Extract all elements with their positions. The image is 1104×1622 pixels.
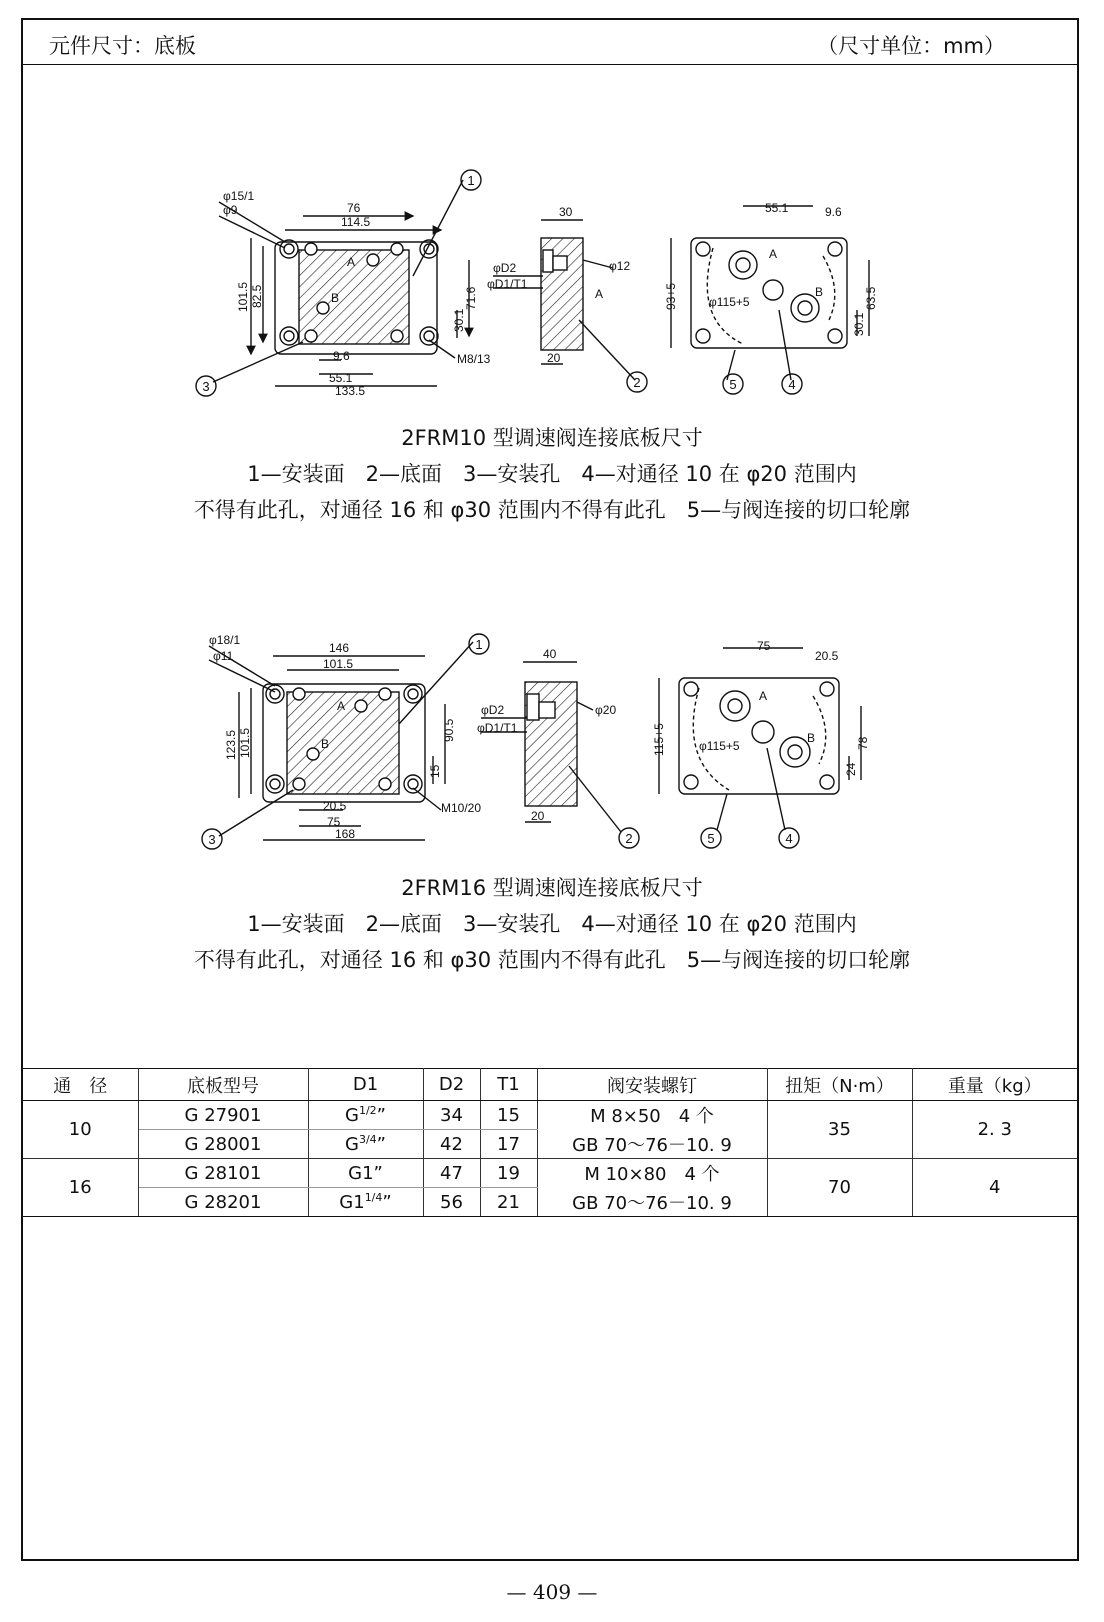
fig2-caption-title: 2FRM16 型调速阀连接底板尺寸 (401, 876, 703, 900)
cell-torque: 35 (767, 1101, 912, 1159)
cell-diameter: 16 (23, 1159, 138, 1217)
cell-weight: 2. 3 (912, 1101, 1077, 1159)
fig2-side-w: 40 (543, 647, 557, 661)
spec-table (23, 1068, 1077, 1217)
fig1-side-phi: φ12 (609, 259, 631, 273)
fig1-bot-b: 55.1 (329, 371, 353, 385)
fig1-port-b: B (331, 291, 340, 305)
fig1-callout-5: 5 (729, 377, 737, 392)
fig2-h-inner: 101.5 (238, 727, 252, 758)
col-model: 底板型号 (138, 1069, 308, 1101)
cell-model: G 28001 (138, 1130, 308, 1159)
fig1-callout-3: 3 (202, 379, 210, 394)
cell-screw: GB 70～76－10. 9 (537, 1130, 767, 1159)
fig1-w-inner: 76 (347, 201, 361, 215)
fig2-callout-5: 5 (707, 831, 715, 846)
fig2-bot-b: 75 (327, 815, 341, 829)
col-torque: 扭矩（N·m） (767, 1069, 912, 1101)
fig2-callout-4: 4 (785, 831, 793, 846)
fig1-right-dia: φ115+5 (709, 295, 750, 309)
fig1-bot-a: 9.6 (333, 349, 350, 363)
cell-d1: G1” (308, 1159, 423, 1188)
fig2-h-outer: 123.5 (224, 729, 238, 760)
fig2-right-r: 78 (856, 736, 870, 750)
fig1-port-a: A (347, 255, 356, 269)
page-frame (21, 18, 1079, 1561)
fig1-side-d1: φD1/T1 (487, 277, 528, 291)
col-t1: T1 (480, 1069, 537, 1101)
fig1-caption-title: 2FRM10 型调速阀连接底板尺寸 (401, 426, 703, 450)
fig1-thread: M8/13 (457, 352, 491, 366)
fig2-section-view (481, 662, 621, 832)
fig1-w-outer: 114.5 (341, 215, 371, 229)
fig1-caption-line1: 1—安装面 2—底面 3—安装孔 4—对通径 10 在 φ20 范围内 (247, 462, 857, 486)
cell-torque: 70 (767, 1159, 912, 1217)
fig1-right-pa: A (769, 247, 778, 261)
fig1-phi-inner: φ9 (223, 203, 238, 217)
fig1-right-h: 93+5 (664, 282, 678, 310)
fig1-top-view (671, 206, 869, 380)
fig1-callout-4: 4 (788, 377, 796, 392)
fig2-right-top-b: 20.5 (815, 649, 839, 663)
fig2-thread: M10/20 (441, 801, 482, 815)
table-row (23, 1159, 1077, 1188)
fig2-dim-a: 90.5 (442, 718, 456, 742)
cell-d2: 47 (423, 1159, 480, 1188)
fig2-bot-c: 168 (335, 827, 356, 841)
fig2-phi-outer: φ18/1 (209, 633, 241, 647)
fig2-port-a: A (337, 699, 346, 713)
fig2-phi-inner: φ11 (213, 649, 234, 663)
fig1-top-labels (664, 201, 878, 336)
fig1-right-s: 30.1 (852, 312, 866, 336)
cell-model: G 27901 (138, 1101, 308, 1130)
fig1-right-top-a: 55.1 (765, 201, 789, 215)
fig2-side-d1: φD1/T1 (477, 721, 518, 735)
fig2-right-dia: φ115+5 (699, 739, 740, 753)
fig1-h-inner: 82.5 (250, 284, 264, 308)
fig2-w-outer: 146 (329, 641, 350, 655)
table-row (23, 1101, 1077, 1130)
fig1-side-w: 30 (559, 205, 573, 219)
fig2-callout-1: 1 (475, 637, 483, 652)
page-number: — 409 — (506, 1580, 598, 1604)
drawings (23, 20, 1077, 1060)
cell-d2: 56 (423, 1188, 480, 1217)
fig2-right-top-a: 75 (757, 639, 771, 653)
col-weight: 重量（kg） (912, 1069, 1077, 1101)
cell-d1: $G1^{1/4}$” (308, 1188, 423, 1217)
cell-d2: 42 (423, 1130, 480, 1159)
cell-model: G 28101 (138, 1159, 308, 1188)
cell-model: G 28201 (138, 1188, 308, 1217)
fig2-right-h: 115+5 (652, 723, 666, 756)
fig1-callout-1: 1 (467, 173, 475, 188)
fig1-bot-c: 133.5 (335, 384, 366, 398)
cell-d2: 34 (423, 1101, 480, 1130)
cell-screw: M 10×80 4 个 (537, 1159, 767, 1188)
fig1-right-pb: B (815, 285, 824, 299)
cell-weight: 4 (912, 1159, 1077, 1217)
cell-t1: 15 (480, 1101, 537, 1130)
fig2-side-d2: φD2 (481, 703, 505, 717)
unit-note: （尺寸单位：mm） (817, 34, 1005, 58)
page-title: 元件尺寸：底板 (49, 34, 196, 58)
cell-screw: GB 70～76－10. 9 (537, 1188, 767, 1217)
fig1-right-top-b: 9.6 (825, 205, 842, 219)
cell-t1: 19 (480, 1159, 537, 1188)
fig2-top-labels (652, 639, 870, 776)
fig1-caption-line2: 不得有此孔，对通径 16 和 φ30 范围内不得有此孔 5—与阀连接的切口轮廓 (193, 498, 911, 522)
fig2-side-phi: φ20 (595, 703, 617, 717)
fig1-callout-2: 2 (633, 375, 641, 390)
fig2-w-inner: 101.5 (323, 657, 354, 671)
cell-t1: 17 (480, 1130, 537, 1159)
fig1-dim-a: 71.6 (464, 286, 478, 310)
fig2-side-b: 20 (531, 809, 545, 823)
fig2-bot-a: 20.5 (323, 799, 347, 813)
fig1-section-view (493, 220, 635, 380)
fig2-caption-line2: 不得有此孔，对通径 16 和 φ30 范围内不得有此孔 5—与阀连接的切口轮廓 (193, 948, 911, 972)
col-screw: 阀安装螺钉 (537, 1069, 767, 1101)
fig2-dim-b: 15 (428, 764, 442, 778)
cell-t1: 21 (480, 1188, 537, 1217)
fig2-port-b: B (321, 737, 330, 751)
fig2-callout-2: 2 (625, 831, 633, 846)
fig1-h-outer: 101.5 (236, 281, 250, 312)
fig1-phi-outer: φ15/1 (223, 189, 255, 203)
fig2-right-s: 24 (844, 762, 858, 776)
cell-diameter: 10 (23, 1101, 138, 1159)
fig1-side-a: A (595, 287, 604, 301)
fig2-top-view (659, 648, 861, 830)
col-diameter: 通 径 (23, 1069, 138, 1101)
fig2-caption-line1: 1—安装面 2—底面 3—安装孔 4—对通径 10 在 φ20 范围内 (247, 912, 857, 936)
fig2-right-pb: B (807, 731, 816, 745)
cell-screw: M 8×50 4 个 (537, 1101, 767, 1130)
table-header-row (23, 1069, 1077, 1101)
fig2-right-pa: A (759, 689, 768, 703)
cell-d1: $G^{1/2}$” (308, 1101, 423, 1130)
fig1-right-r: 63.5 (864, 286, 878, 310)
col-d1: D1 (308, 1069, 423, 1101)
fig1-dim-b: 30.1 (452, 308, 466, 332)
fig2-callout-3: 3 (208, 832, 216, 847)
cell-d1: $G^{3/4}$” (308, 1130, 423, 1159)
fig1-side-d2: φD2 (493, 261, 517, 275)
fig1-side-b: 20 (547, 351, 561, 365)
col-d2: D2 (423, 1069, 480, 1101)
